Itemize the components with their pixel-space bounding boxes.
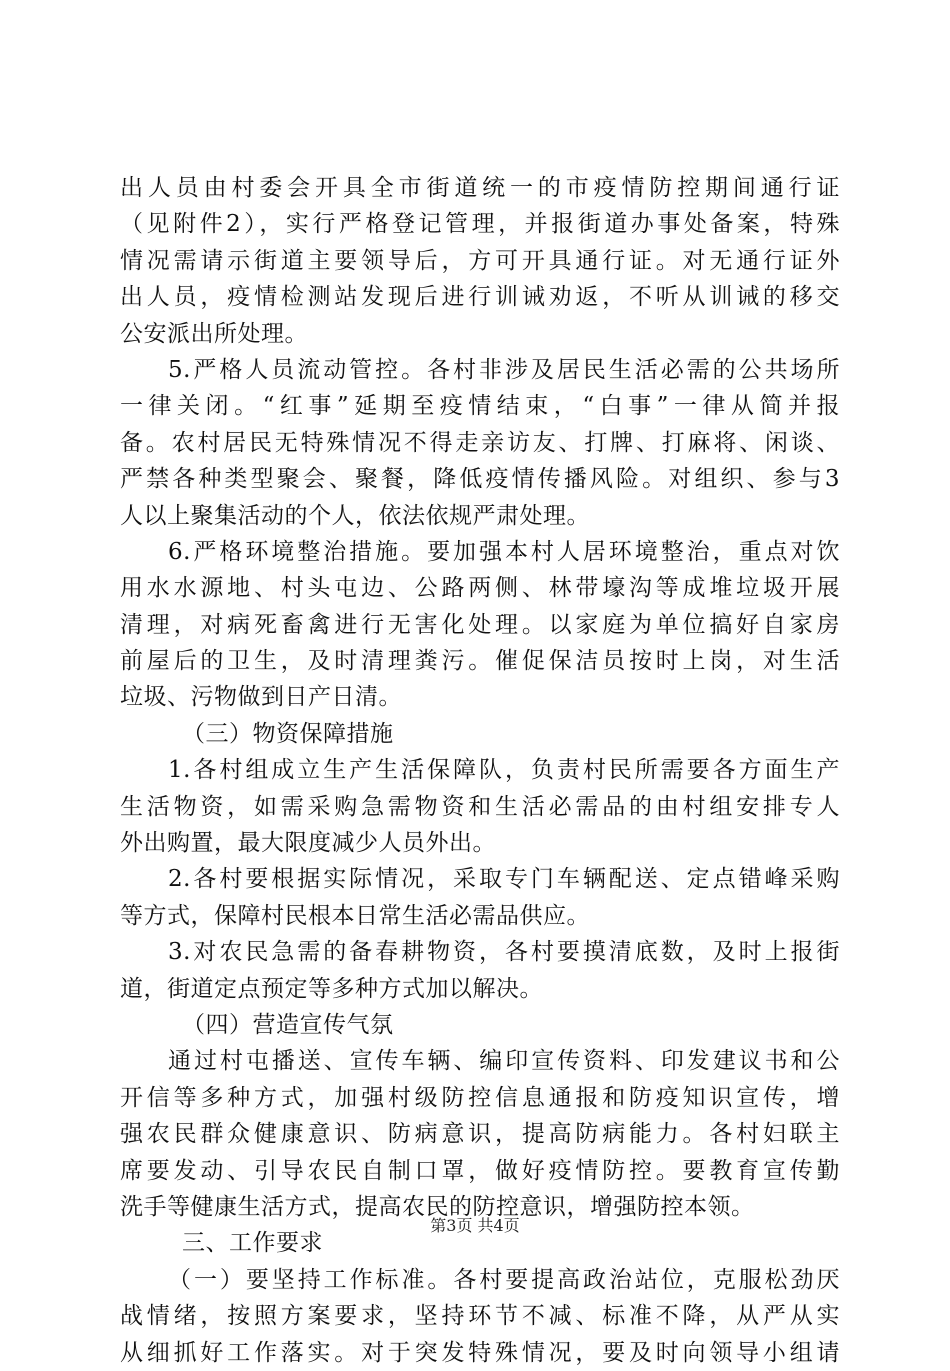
text-line: 洗手等健康生活方式，提高农民的防控意识，增强防控本领。 [120, 1193, 755, 1220]
text-line: 5.严格人员流动管控。各村非涉及居民生活必需的公共场所 [168, 356, 840, 383]
text-line: （见附件2），实行严格登记管理，并报街道办事处备案，特殊 [120, 211, 840, 238]
text-line: 战情绪，按照方案要求，坚持环节不减、标准不降，从严从实 [120, 1303, 840, 1330]
page-footer: 第3页 共4页 [430, 1216, 520, 1235]
section-heading: （四）营造宣传气氛 [182, 1011, 394, 1038]
text-line: 生活物资，如需采购急需物资和生活必需品的由村组安排专人 [120, 793, 840, 820]
text-line: 道，街道定点预定等多种方式加以解决。 [120, 975, 543, 1002]
text-line: 强农民群众健康意识、防病意识，提高防病能力。各村妇联主 [120, 1121, 840, 1148]
text-line: 3.对农民急需的备春耕物资，各村要摸清底数，及时上报街 [168, 939, 840, 966]
section-heading: （三）物资保障措施 [182, 720, 394, 747]
text-line: 2.各村要根据实际情况，采取专门车辆配送、定点错峰采购 [168, 866, 840, 893]
text-line: 备。农村居民无特殊情况不得走亲访友、打牌、打麻将、闲谈、 [120, 429, 840, 456]
text-line: 人以上聚集活动的个人，依法依规严肃处理。 [120, 502, 590, 529]
text-line: 出人员由村委会开具全市街道统一的市疫情防控期间通行证 [120, 175, 840, 201]
text-line: 1.各村组成立生产生活保障队，负责村民所需要各方面生产 [168, 757, 840, 784]
text-line: 公安派出所处理。 [120, 320, 308, 347]
section-heading: 三、工作要求 [182, 1230, 323, 1257]
text-line: 严禁各种类型聚会、聚餐，降低疫情传播风险。对组织、参与3 [120, 466, 840, 493]
text-line: 清理，对病死畜禽进行无害化处理。以家庭为单位搞好自家房 [120, 611, 840, 638]
text-line: 用水水源地、村头屯边、公路两侧、林带壕沟等成堆垃圾开展 [120, 575, 840, 602]
text-line: 6.严格环境整治措施。要加强本村人居环境整治，重点对饮 [168, 538, 840, 565]
text-line: 一律关闭。“红事”延期至疫情结束，“白事”一律从简并报 [120, 393, 840, 420]
text-line: 从细抓好工作落实。对于突发特殊情况，要及时向领导小组请 [120, 1339, 840, 1366]
text-line: 席要发动、引导农民自制口罩，做好疫情防控。要教育宣传勤 [120, 1157, 840, 1184]
text-line: 外出购置，最大限度减少人员外出。 [120, 830, 496, 857]
document-body [120, 170, 840, 1371]
text-line: （一）要坚持工作标准。各村要提高政治站位，克服松劲厌 [168, 1266, 840, 1293]
text-line: 垃圾、污物做到日产日清。 [120, 684, 402, 711]
text-line: 情况需请示街道主要领导后，方可开具通行证。对无通行证外 [120, 247, 840, 274]
text-line: 出人员，疫情检测站发现后进行训诫劝返，不听从训诫的移交 [120, 284, 840, 311]
text-line: 通过村屯播送、宣传车辆、编印宣传资料、印发建议书和公 [168, 1048, 840, 1075]
text-line: 前屋后的卫生，及时清理粪污。催促保洁员按时上岗，对生活 [120, 648, 840, 675]
text-line: 开信等多种方式，加强村级防控信息通报和防疫知识宣传，增 [120, 1084, 840, 1111]
text-line: 等方式，保障村民根本日常生活必需品供应。 [120, 902, 590, 929]
